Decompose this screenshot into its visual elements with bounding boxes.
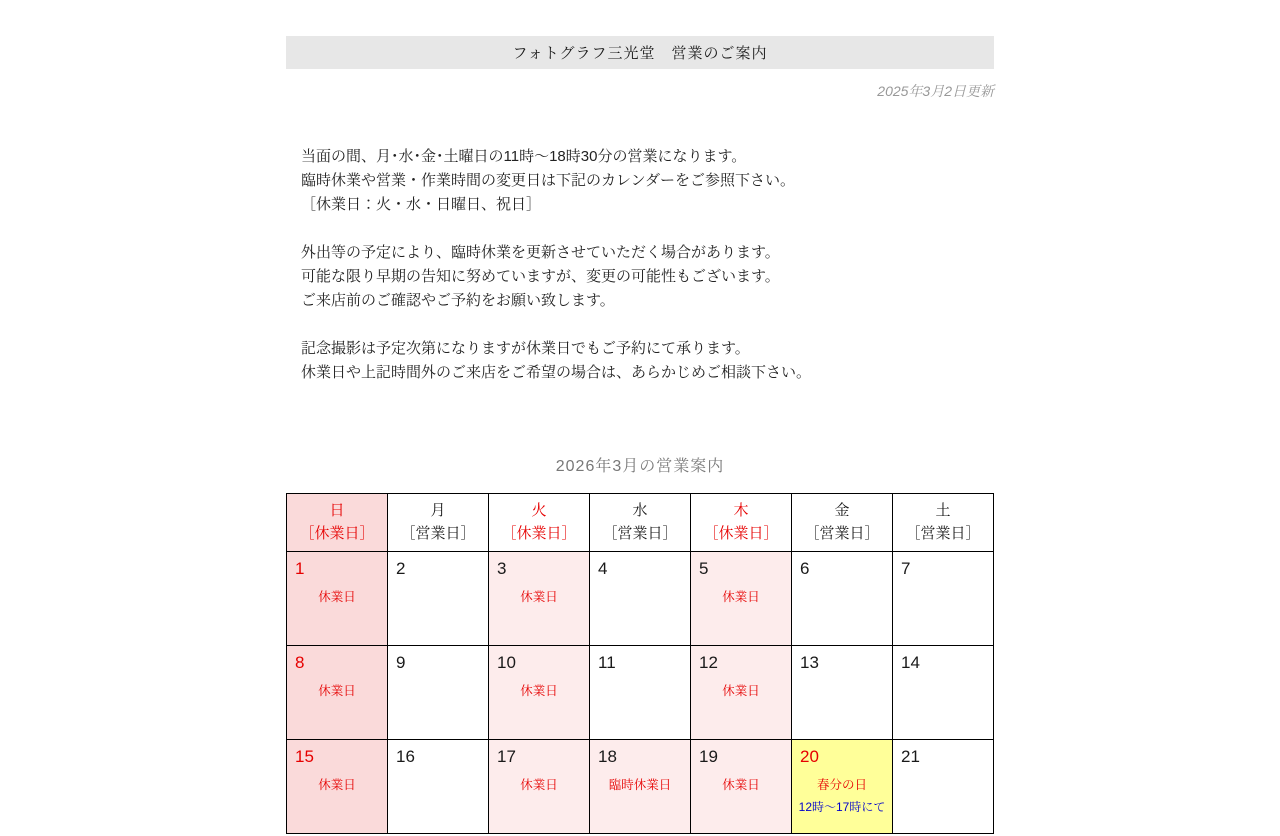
weekday-label: 木 [733,502,749,519]
notice-paragraph [301,241,994,313]
day-number: 21 [901,747,920,766]
calendar-day-cell [590,646,691,740]
day-number: 15 [295,747,314,766]
notice-line: ご来店前のご確認やご予約をお願い致します。 [301,292,615,309]
calendar-day-cell [792,646,893,740]
day-note: 休業日 [722,684,760,698]
notice-text [286,145,994,385]
weekday-status: ［営業日］ [602,525,678,542]
day-number: 7 [901,559,911,578]
day-note: 休業日 [520,684,558,698]
weekday-status: ［営業日］ [400,525,476,542]
day-note: 休業日 [520,778,558,792]
calendar-week-row [287,552,994,646]
notice-line: 外出等の予定により、臨時休業を更新させていただく場合があります。 [301,244,780,261]
calendar-day-cell [792,740,893,834]
calendar-day-cell [489,552,590,646]
day-number: 10 [497,653,516,672]
weekday-label: 水 [632,502,648,519]
day-number: 5 [699,559,709,578]
page-title-bar [286,36,994,69]
day-note: 休業日 [318,778,356,792]
day-number: 18 [598,747,617,766]
calendar-day-cell [691,646,792,740]
weekday-label: 火 [531,502,547,519]
day-number: 11 [598,653,616,672]
calendar-header-cell [590,494,691,552]
calendar-day-cell [792,552,893,646]
day-note: 休業日 [722,778,760,792]
day-note: 臨時休業日 [608,778,672,792]
day-number: 6 [800,559,810,578]
day-number: 2 [396,559,406,578]
calendar-header [287,494,994,552]
notice-line: 可能な限り早期の告知に努めていますが、変更の可能性もございます。 [301,268,780,285]
weekday-label: 金 [834,502,850,519]
calendar-header-row [287,494,994,552]
weekday-status: ［休業日］ [703,525,779,542]
notice-paragraph [301,145,994,217]
day-note: 休業日 [318,590,356,604]
calendar-day-cell [287,552,388,646]
day-number: 19 [699,747,718,766]
day-note: 12時〜17時にて [798,800,886,814]
calendar-header-cell [388,494,489,552]
calendar-day-cell [590,552,691,646]
day-note: 春分の日 [816,778,867,792]
day-note: 休業日 [520,590,558,604]
notice-line: ［休業日：火・水・日曜日、祝日］ [301,196,542,213]
update-date: 2025年3月2日更新 [877,83,994,99]
page-title: フォトグラフ三光堂 営業のご案内 [512,45,768,62]
day-number: 16 [396,747,415,766]
weekday-status: ［営業日］ [804,525,880,542]
day-note: 休業日 [722,590,760,604]
weekday-status: ［休業日］ [299,525,375,542]
day-number: 1 [295,559,305,578]
day-number: 13 [800,653,819,672]
day-number: 12 [699,653,718,672]
calendar-body [287,552,994,834]
calendar-day-cell [489,646,590,740]
day-number: 20 [800,747,819,766]
notice-line: 休業日や上記時間外のご来店をご希望の場合は、あらかじめご相談下さい。 [301,364,812,381]
calendar-day-cell [893,740,994,834]
calendar-day-cell [388,552,489,646]
day-number: 4 [598,559,608,578]
notice-line: 記念撮影は予定次第になりますが休業日でもご予約にて承ります。 [301,340,750,357]
content-column [286,36,994,834]
page [0,36,1280,836]
calendar-header-cell [287,494,388,552]
calendar-day-cell [893,646,994,740]
calendar-day-cell [287,646,388,740]
day-number: 8 [295,653,305,672]
calendar-week-row [287,646,994,740]
calendar-header-cell [792,494,893,552]
weekday-label: 月 [430,502,446,519]
calendar-day-cell [691,740,792,834]
weekday-label: 土 [935,502,951,519]
calendar-header-cell [691,494,792,552]
day-number: 14 [901,653,920,672]
weekday-label: 日 [329,502,345,519]
day-number: 9 [396,653,406,672]
calendar-day-cell [388,646,489,740]
notice-line: 当面の間、月･水･金･土曜日の11時〜18時30分の営業になります。 [301,148,747,165]
calendar-day-cell [590,740,691,834]
calendar-day-cell [691,552,792,646]
notice-paragraph [301,337,994,385]
weekday-status: ［営業日］ [905,525,981,542]
calendar-header-cell [489,494,590,552]
day-number: 17 [497,747,516,766]
calendar-day-cell [893,552,994,646]
calendar-table [286,493,994,834]
calendar-day-cell [388,740,489,834]
calendar-day-cell [287,740,388,834]
notice-line: 臨時休業や営業・作業時間の変更日は下記のカレンダーをご参照下さい。 [301,172,796,189]
calendar-header-cell [893,494,994,552]
calendar-day-cell [489,740,590,834]
weekday-status: ［休業日］ [501,525,577,542]
calendar-week-row [287,740,994,834]
day-note: 休業日 [318,684,356,698]
day-number: 3 [497,559,507,578]
calendar-title: 2026年3月の営業案内 [555,458,725,475]
